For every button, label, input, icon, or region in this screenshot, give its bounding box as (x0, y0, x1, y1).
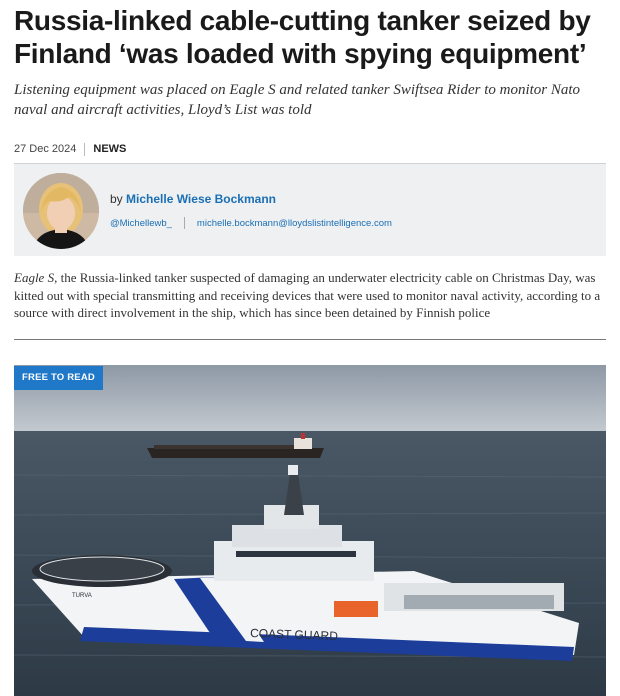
article-standfirst: Listening equipment was placed on Eagle S and related tanker Swiftsea Rider to monitor Nato naval and aircraft activities, Lloyd’s List was told (14, 82, 581, 118)
article-meta (14, 141, 126, 157)
byline-prefix: by (110, 192, 123, 206)
ship-name-text: TURVA (72, 593, 92, 599)
free-to-read-badge: FREE TO READ (14, 366, 103, 390)
coast-guard-ship-photo (14, 365, 606, 696)
contacts-divider (184, 217, 185, 229)
lead-ship-name: Eagle S (14, 270, 55, 285)
hull-text: COAST GUARD (249, 626, 339, 644)
meta-divider (84, 143, 85, 156)
article-photo (14, 365, 606, 696)
author-name-link[interactable]: Michelle Wiese Bockmann (126, 192, 276, 206)
lead-text: , the Russia-linked tanker suspected of damaging an underwater electricity cable on Christmas Day, was kitted out with special transmitting and receiving devices that were used to monitor naval activity, according to a source with direct involvement in the ship, which has since been detained by Finnish police (14, 270, 601, 320)
author-portrait (23, 173, 99, 249)
author-twitter-link[interactable]: @Michellewb_ (110, 217, 172, 229)
article-headline (14, 4, 606, 70)
author-email-link[interactable]: michelle.bockmann@lloydslistintelligence.com (196, 217, 392, 229)
headline-line-2: Finland ‘was loaded with spying equipment’ (14, 38, 587, 69)
author-box (14, 163, 606, 256)
article-lead-paragraph (14, 269, 608, 322)
author-contacts (110, 217, 392, 229)
headline-line-1: Russia-linked cable-cutting tanker seized by (14, 5, 591, 36)
byline (110, 192, 276, 206)
publish-date: 27 Dec 2024 (14, 143, 77, 155)
category-link[interactable]: NEWS (93, 143, 127, 155)
section-divider (14, 339, 606, 340)
author-avatar (23, 173, 99, 249)
